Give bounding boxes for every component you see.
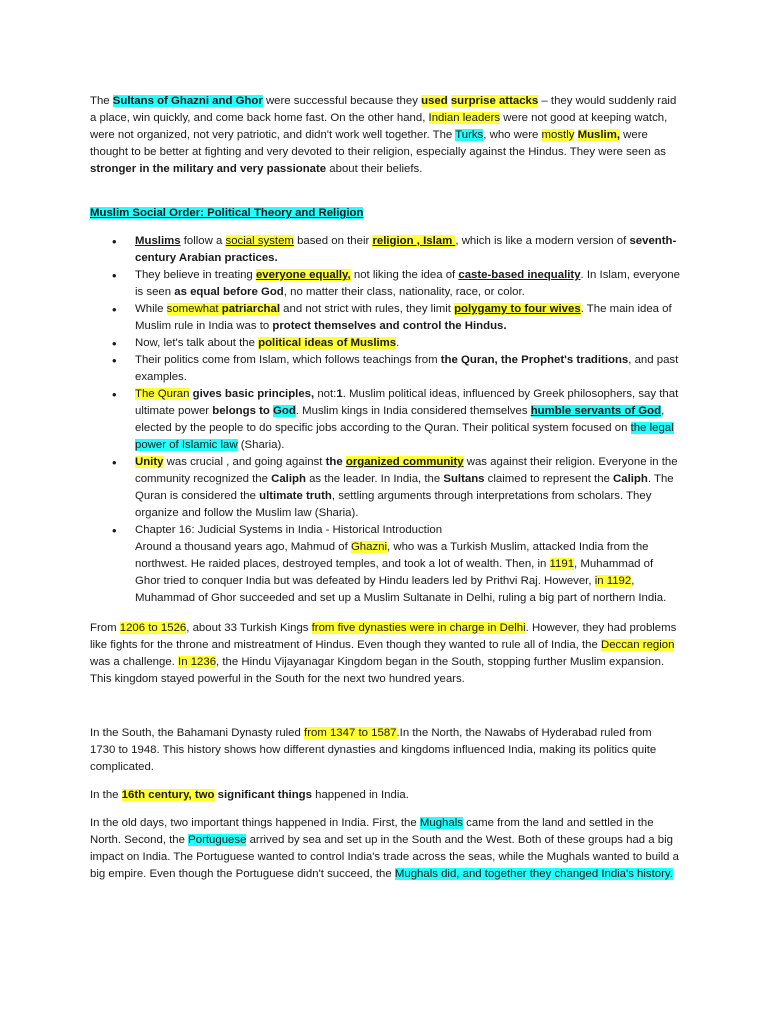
text-run: The	[90, 95, 113, 107]
text-run: .	[396, 337, 400, 349]
bold-text: gives basic principles,	[189, 388, 315, 400]
text-run: was a challenge.	[90, 656, 179, 668]
bold-text: Caliph	[613, 473, 648, 485]
text-run: , the Hindu Vijayanagar Kingdom began in the South, stopping further Muslim expansion. This kingdom stayed powerful in the South for the next two hundred years.	[90, 656, 665, 685]
bold-text: the Quran, the Prophet's traditions	[440, 354, 629, 366]
text-run: . In Islam, everyone is seen	[135, 269, 680, 298]
text-run: From	[90, 622, 120, 634]
text-run: , about 33 Turkish Kings	[186, 622, 312, 634]
text-run: arrived by sea and set up in the South and the West. Both of these groups had a big impact on India. The Portuguese wanted to control India's trade across the seas, while the Mughals wanted to build a big empire. Even though the Portuguese didn't succeed, the	[90, 834, 679, 880]
sixteenth-century-paragraph	[90, 787, 680, 804]
text-run: . However, they had problems like fights for the throne and mistreatment of Hindus. Even though they wanted to rule all of India, the	[90, 622, 677, 651]
text-run: . The main idea of Muslim rule in India was to	[135, 303, 672, 332]
text-run: , who was a Turkish Muslim, attacked India from the northwest. He raided places, destroyed temples, and took a lot of wealth. Then, in	[135, 541, 649, 570]
highlight-cyan: Sultans of Ghazni and Ghor	[112, 95, 263, 107]
text-run: . The Quran is considered the	[135, 473, 674, 502]
bold-text: the	[325, 456, 343, 468]
bullet-item	[90, 352, 680, 386]
highlight-yellow: Deccan region	[600, 639, 675, 651]
bullet-item	[90, 522, 680, 607]
highlight-yellow: religion , Islam	[372, 235, 456, 247]
highlight-yellow: 16th century, two	[121, 789, 215, 801]
highlight-cyan: God	[273, 405, 296, 417]
highlight-cyan: the legal power of Islamic law	[135, 422, 674, 451]
mughals-portuguese-paragraph	[90, 815, 680, 883]
text-run: were successful because they	[262, 95, 422, 107]
text-run: .In the North, the Nawabs of Hyderabad ruled from 1730 to 1948. This history shows how different dynasties and kingdoms influenced India, making its politics quite complicated.	[90, 727, 657, 773]
highlight-yellow: in 1192	[594, 575, 632, 587]
highlight-yellow: surprise attacks	[450, 95, 539, 107]
bold-text: 1	[336, 388, 343, 400]
highlight-yellow: polygamy to four wives	[454, 303, 581, 315]
text-run: happened in India.	[311, 789, 409, 801]
text-run: . Muslim kings in India considered themselves	[295, 405, 531, 417]
text-run: , which is like a modern version of	[455, 235, 630, 247]
text-run: was against their religion. Everyone in the community recognized the	[135, 456, 678, 485]
highlight-cyan: humble servants of God	[530, 405, 662, 417]
bold-underline-text: caste-based inequality	[458, 269, 581, 281]
highlight-yellow: social system	[225, 235, 294, 247]
highlight-cyan: Mughals did, and together they changed India's history.	[394, 868, 673, 880]
highlight-yellow: Muslim,	[577, 129, 621, 141]
south-north-paragraph	[90, 725, 680, 776]
highlight-yellow: used	[421, 95, 448, 107]
text-run: were thought to be better at fighting and very devoted to their religion, especially against the Hindus. They were seen as	[90, 129, 667, 158]
highlight-yellow: mostly	[541, 129, 575, 141]
chapter-title: Chapter 16: Judicial Systems in India - Historical Introduction	[135, 524, 443, 536]
heading-text: Muslim Social Order: Political Theory and Religion	[90, 207, 364, 219]
highlight-cyan: Portuguese	[188, 834, 247, 846]
text-run: , who were	[483, 129, 542, 141]
text-run: follow a	[180, 235, 226, 247]
text-run: , Muhammad of Ghor tried to conquer India but was defeated by Hindu leaders led by Prithvi Raj. However,	[135, 558, 654, 587]
highlight-yellow: political ideas of Muslims	[258, 337, 397, 349]
highlight-yellow: somewhat	[166, 303, 219, 315]
highlight-yellow: In 1236	[178, 656, 217, 668]
text-run: , and past examples.	[135, 354, 679, 383]
bullet-list	[90, 233, 680, 607]
text-run: as the leader. In India, the	[305, 473, 444, 485]
bullet-item	[90, 454, 680, 522]
text-run: came from the land and settled in the North. Second, the	[90, 817, 654, 846]
text-run: In the old days, two important things happened in India. First, the	[90, 817, 420, 829]
text-run: , Muhammad of Ghor succeeded and set up a Muslim Sultanate in Delhi, ruling a big part of northern India.	[135, 575, 667, 604]
highlight-yellow: Ghazni	[350, 541, 388, 553]
text-run: – they would suddenly raid a place, win quickly, and come back home fast. On the other hand,	[90, 95, 677, 124]
bold-text: as equal before God	[174, 286, 284, 298]
text-run: Their politics come from Islam, which follows teachings from	[135, 354, 441, 366]
highlight-yellow: 1191	[549, 558, 575, 570]
text-run: about their beliefs.	[326, 163, 423, 175]
text-run: were not good at keeping watch, were not organized, not very patriotic, and didn't work well together. The	[90, 112, 668, 141]
text-run: and not strict with rules, they limit	[280, 303, 455, 315]
highlight-yellow: patriarchal	[221, 303, 280, 315]
bold-text: belongs to	[212, 405, 270, 417]
text-run: In the	[90, 789, 122, 801]
text-run: . Muslim political ideas, influenced by Greek philosophers, say that ultimate power	[135, 388, 679, 417]
text-run: based on their	[293, 235, 373, 247]
text-run: In the South, the Bahamani Dynasty ruled	[90, 727, 305, 739]
text-run: Now, let's talk about the	[135, 337, 259, 349]
highlight-yellow: 1206 to 1526	[119, 622, 187, 634]
text-run: , elected by the people to do specific jobs according to the Quran. Their political system focused on	[135, 405, 665, 434]
bold-underline-text: Muslims	[135, 235, 181, 247]
text-run: They believe in treating	[135, 269, 256, 281]
bullet-item	[90, 386, 680, 454]
bold-text: ultimate truth	[259, 490, 332, 502]
highlight-yellow: Indian leaders	[428, 112, 501, 124]
bold-text: stronger in the military and very passionate	[90, 163, 327, 175]
text-run: While	[135, 303, 167, 315]
section-heading	[90, 205, 680, 222]
highlight-yellow: Unity	[135, 456, 164, 468]
text-run: , settling arguments through interpretations from scholars. They organize and follow the Muslim law (Sharia).	[135, 490, 652, 519]
highlight-yellow: from 1347 to 1587	[304, 727, 397, 739]
text-run: , no matter their class, nationality, race, or color.	[283, 286, 525, 298]
dynasties-paragraph	[90, 620, 680, 688]
highlight-yellow: everyone equally,	[255, 269, 351, 281]
bold-text: significant things	[217, 789, 312, 801]
text-run: not:	[314, 388, 337, 400]
highlight-cyan: Mughals	[419, 817, 463, 829]
bullet-item	[90, 301, 680, 335]
text-run: not liking the idea of	[350, 269, 459, 281]
text-run: claimed to represent the	[484, 473, 614, 485]
text-run: Around a thousand years ago, Mahmud of	[135, 541, 351, 553]
bullet-item	[90, 335, 680, 352]
bullet-item	[90, 233, 680, 267]
text-run: (Sharia).	[237, 439, 285, 451]
bold-text: protect themselves and control the Hindus.	[272, 320, 507, 332]
bold-text: Sultans	[443, 473, 485, 485]
highlight-cyan: Turks	[455, 129, 484, 141]
intro-paragraph	[90, 93, 680, 178]
highlight-yellow: The Quran	[135, 388, 190, 400]
bullet-item	[90, 267, 680, 301]
bold-text: Caliph	[271, 473, 306, 485]
highlight-yellow: from five dynasties were in charge in Delhi	[311, 622, 526, 634]
highlight-yellow: organized community	[345, 456, 464, 468]
text-run: was crucial , and going against	[163, 456, 326, 468]
bold-text: seventh-century Arabian practices.	[135, 235, 677, 264]
